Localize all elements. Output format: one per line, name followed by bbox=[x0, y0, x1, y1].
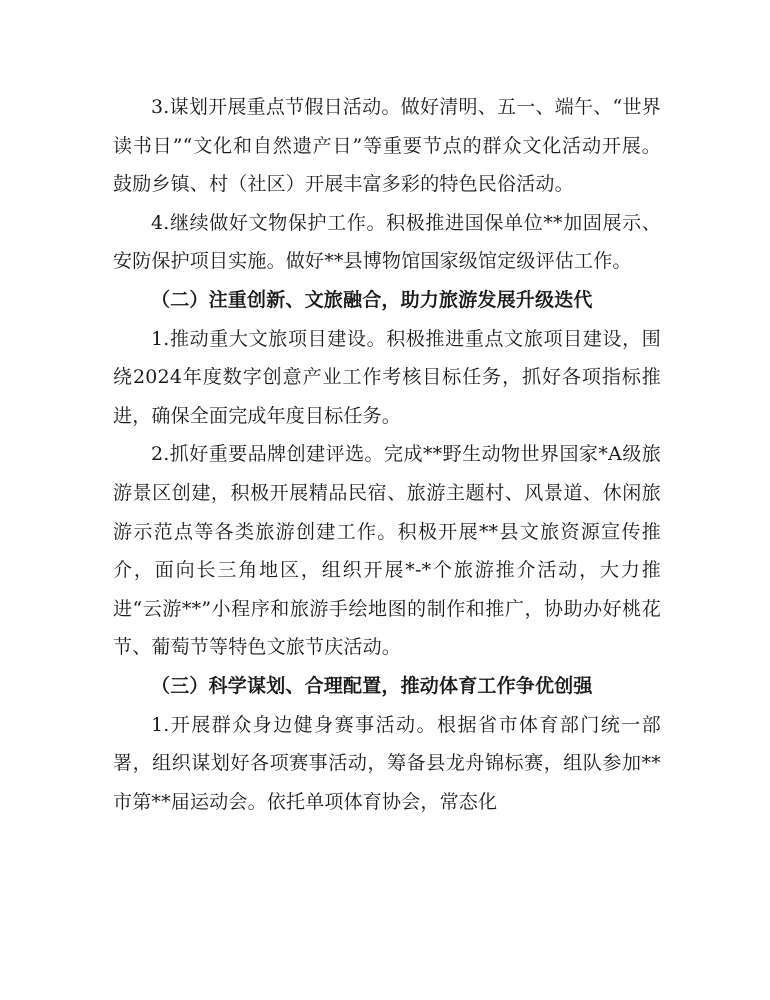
paragraph-fitness-events: 1.开展群众身边健身赛事活动。根据省市体育部门统一部署，组织谋划好各项赛事活动，筹备县龙舟锦标赛，组队参加**市第**届运动会。依托单项体育协会，常态化 bbox=[113, 713, 661, 813]
paragraph-relic-protection: 4.继续做好文物保护工作。积极推进国保单位**加固展示、安防保护项目实施。做好**县博物馆国家级馆定级评估工作。 bbox=[113, 211, 661, 273]
section-heading-tourism: （二）注重创新、文旅融合，助力旅游发展升级迭代 bbox=[151, 288, 593, 311]
paragraph-major-projects: 1.推动重大文旅项目建设。积极推进重点文旅项目建设，围绕2024年度数字创意产业工作考核目标任务，抓好各项指标推进，确保全面完成年度目标任务。 bbox=[113, 327, 661, 427]
paragraph-holiday-activities: 3.谋划开展重点节假日活动。做好清明、五一、端午、“世界读书日”“文化和自然遗产日”等重要节点的群众文化活动开展。鼓励乡镇、村（社区）开展丰富多彩的特色民俗活动。 bbox=[113, 96, 661, 196]
paragraph-brand-creation: 2.抓好重要品牌创建评选。完成**野生动物世界国家*A级旅游景区创建，积极开展精品民宿、旅游主题村、风景道、休闲旅游示范点等各类旅游创建工作。积极开展**县文旅资源宣传推介，面向长三角地区，组织开展*-*个旅游推介活动，大力推进“云游**”小程序和旅游手绘地图的制作和推广，协助办好桃花节、葡萄节等特色文旅节庆活动。 bbox=[113, 443, 661, 659]
document-page bbox=[113, 88, 661, 821]
section-heading-sports: （三）科学谋划、合理配置，推动体育工作争优创强 bbox=[151, 674, 593, 697]
